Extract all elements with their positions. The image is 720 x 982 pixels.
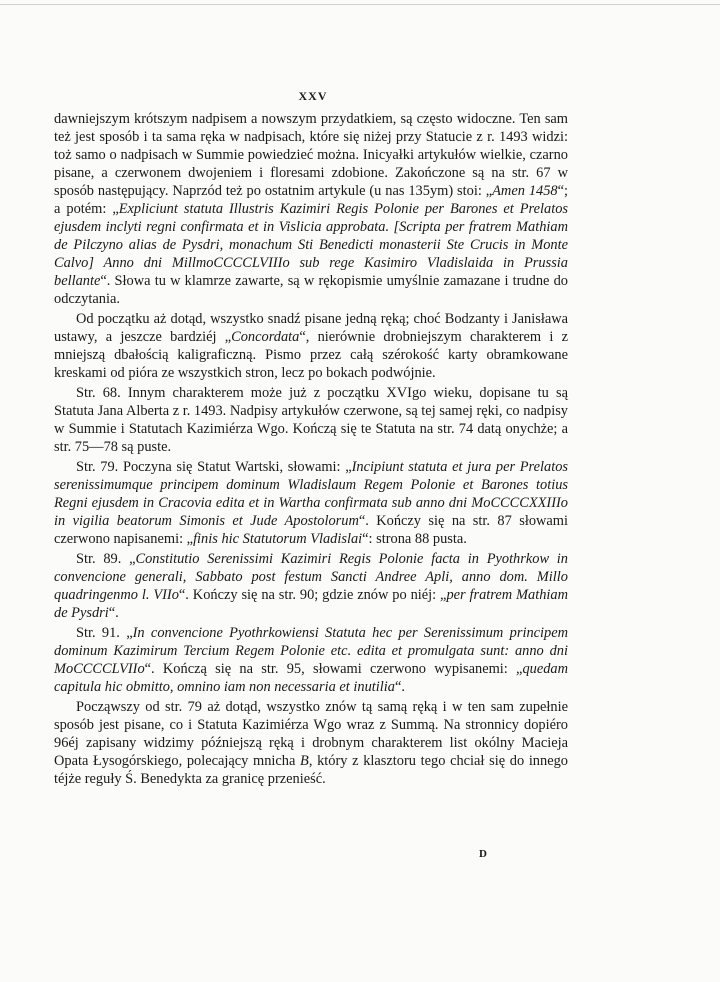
paragraph: [54, 384, 568, 456]
text-segment: go: [411, 385, 427, 401]
text-segment: Str. 68. Innym charakterem może już z początku XVI: [76, 385, 412, 401]
italic-text-segment: quadringen: [54, 587, 121, 603]
text-segment: zapisany widzimy późniejszą ręką i drobnym charakterem list okólny Macieja Opata Łysogórskiego, polecający mnicha: [54, 735, 568, 769]
italic-text-segment: o: [137, 661, 145, 677]
text-segment: “; a potém: „: [54, 183, 568, 217]
italic-text-segment: Expliciunt statuta Illustris Kazimiri Regis Polonie per Barones et Prelatos ejusdem inclyti regni confirmata et in Vislicia approbata. [Scripta per fratrem Mathiam de Pilczyno alias de Pysdri, monachum S: [54, 201, 568, 253]
italic-text-segment: llo: [552, 569, 568, 585]
italic-text-segment: Concordata: [231, 329, 300, 345]
italic-text-segment: ti: [305, 237, 314, 253]
italic-text-segment: Crucis in Monte Calvo] Anno dni Mill: [54, 237, 568, 271]
page-number: XXV: [298, 89, 328, 103]
italic-text-segment: M: [467, 495, 484, 511]
text-segment: dawniejszym krótszym nadpisem a nowszym przydatkiem, są często widoczne. Ten sam też jest sposób i ta sama ręka w nadpisach, które się niżej przy Statucie z r. 1493 widzi: toż samo o nadpisach w Summie powiedzieć można. Inicyałki artykułów wielkie, czarno pisane, a czerwonem dwojeniem i floresami zdobione. Zakończone są na str. 67 w sposób następujący. Naprzód też po ostatnim artykule (u nas 135: [54, 111, 568, 199]
italic-text-segment: CCCCXXIII: [490, 495, 561, 511]
italic-text-segment: sub rege Kasimiro Vladislaida in Prussia bellante: [54, 255, 568, 289]
italic-text-segment: mo: [195, 255, 214, 271]
italic-text-segment: Constitutio Serenissimi Kazimiri Regis Polonie facta in Pyothrkow in convencione generali, Sabbato post festum Sancti Andree Ap: [54, 551, 568, 585]
italic-text-segment: te: [453, 237, 465, 253]
text-segment: “. Kończy się na str. 90; gdzie znów po niéj: „: [178, 587, 447, 603]
text-segment: , który z klasztoru tego chciał się do innego téjże reguły Ś. Benedykta za granicę przenieść.: [54, 753, 568, 787]
text-segment: “. Słowa tu w klamrze zawarte, są w rękopismie umyślnie zamazane i trudne do odczytania.: [54, 273, 568, 307]
italic-text-segment: In convencione Pyothrkowiensi Statuta hec per Serenissimum principem dominum Kazimirum Tercium Regem Polonie etc. edita et promulgata sunt: anno dni M: [54, 625, 568, 677]
page-edge-rule: [0, 4, 720, 5]
text-segment: wieku, dopisane tu są Statuta Jana Alberta z r. 1493. Nadpisy artykułów czerwone, są tej samej ręki, co nadpisy w Summie i Statutach Kazimiérza W: [54, 385, 568, 437]
italic-text-segment: finis hic Statutorum Vladislai: [193, 531, 363, 547]
italic-text-segment: o: [560, 495, 568, 511]
italic-text-segment: o: [282, 255, 290, 271]
italic-text-segment: CCCCLVIII: [213, 255, 283, 271]
text-segment: Str. 91. „: [76, 625, 133, 641]
italic-text-segment: o: [66, 661, 74, 677]
italic-text-segment: ni: [455, 495, 468, 511]
text-segment: Str. 89. „: [76, 551, 136, 567]
italic-text-segment: mo: [120, 587, 138, 603]
body-text: [54, 110, 568, 788]
italic-text-segment: B: [300, 753, 309, 769]
paragraph: [54, 310, 568, 382]
text-segment: Począwszy od str. 79 aż dotąd, wszystko znów tą samą ręką i w ten sam zupełnie sposób jest pisane, co i Statuta Kazimiérza W: [54, 699, 568, 733]
text-segment: “. Kończą się na str. 95, słowami czerwono wypisanemi: „: [144, 661, 523, 677]
italic-text-segment: quedam capitula hic obmitto, omnino iam non necessaria et inutilia: [54, 661, 568, 695]
text-segment: Od początku aż dotąd, wszystko snadź pisane jedną ręką; choć Bodzanty i Janisława ustawy, a jeszcze bardziéj „: [54, 311, 568, 345]
text-segment: ym: [429, 183, 449, 199]
italic-text-segment: li: [441, 569, 450, 585]
italic-text-segment: Incipiunt statuta et jura per Prelatos serenissimumque principem dominum Wladislaum Regem Polonie et Barones totius Regni ejusdem in Cracovia edita et in Wartha confirmata sub anno d: [54, 459, 568, 511]
paragraph: [54, 550, 568, 622]
italic-text-segment: l. VII: [137, 587, 172, 603]
text-segment: “, nierównie drobniejszym charakterem i z mniejszą dbałością kaligraficzną. Pismo przez całą szérokość karty obramkowane kreskami od pióra ze wszystkich stron, lecz po bokach podwójnie.: [54, 329, 568, 381]
text-segment: ) stoi: „: [448, 183, 493, 199]
italic-text-segment: , anno dom. Mi: [449, 569, 553, 585]
paragraph: [54, 698, 568, 788]
italic-text-segment: per fratrem Mathiam de Pysdri: [54, 587, 569, 621]
text-segment: “. Kończy się na str. 87 słowami czerwono napisanemi: „: [54, 513, 568, 547]
text-segment: “.: [108, 605, 119, 621]
text-segment: “: strona 88 pusta.: [362, 531, 467, 547]
text-segment: go: [270, 421, 285, 437]
italic-text-segment: in vigilia beatorum Simonis et Jude Apostolorum: [54, 513, 359, 529]
italic-text-segment: o: [483, 495, 491, 511]
paragraph: [54, 458, 568, 548]
text-segment: éj: [68, 735, 79, 751]
italic-text-segment: o: [171, 587, 179, 603]
italic-text-segment: Benedicti monasterii S: [313, 237, 454, 253]
italic-text-segment: Amen 1458: [492, 183, 558, 199]
text-segment: “.: [394, 679, 405, 695]
text-segment: wraz z Summą. Na stronnicy dopiéro 96: [54, 717, 568, 751]
paragraph: [54, 624, 568, 696]
text-segment: Str. 79. Poczyna się Statut Wartski, słowami: „: [76, 459, 352, 475]
signature-mark: D: [479, 848, 487, 860]
text-segment: . Kończą się te Statuta na str. 74 datą onychże; a str. 75—78 są puste.: [54, 421, 568, 455]
italic-text-segment: CCCCLVII: [73, 661, 138, 677]
paragraph: [54, 110, 568, 308]
text-segment: go: [326, 717, 342, 733]
